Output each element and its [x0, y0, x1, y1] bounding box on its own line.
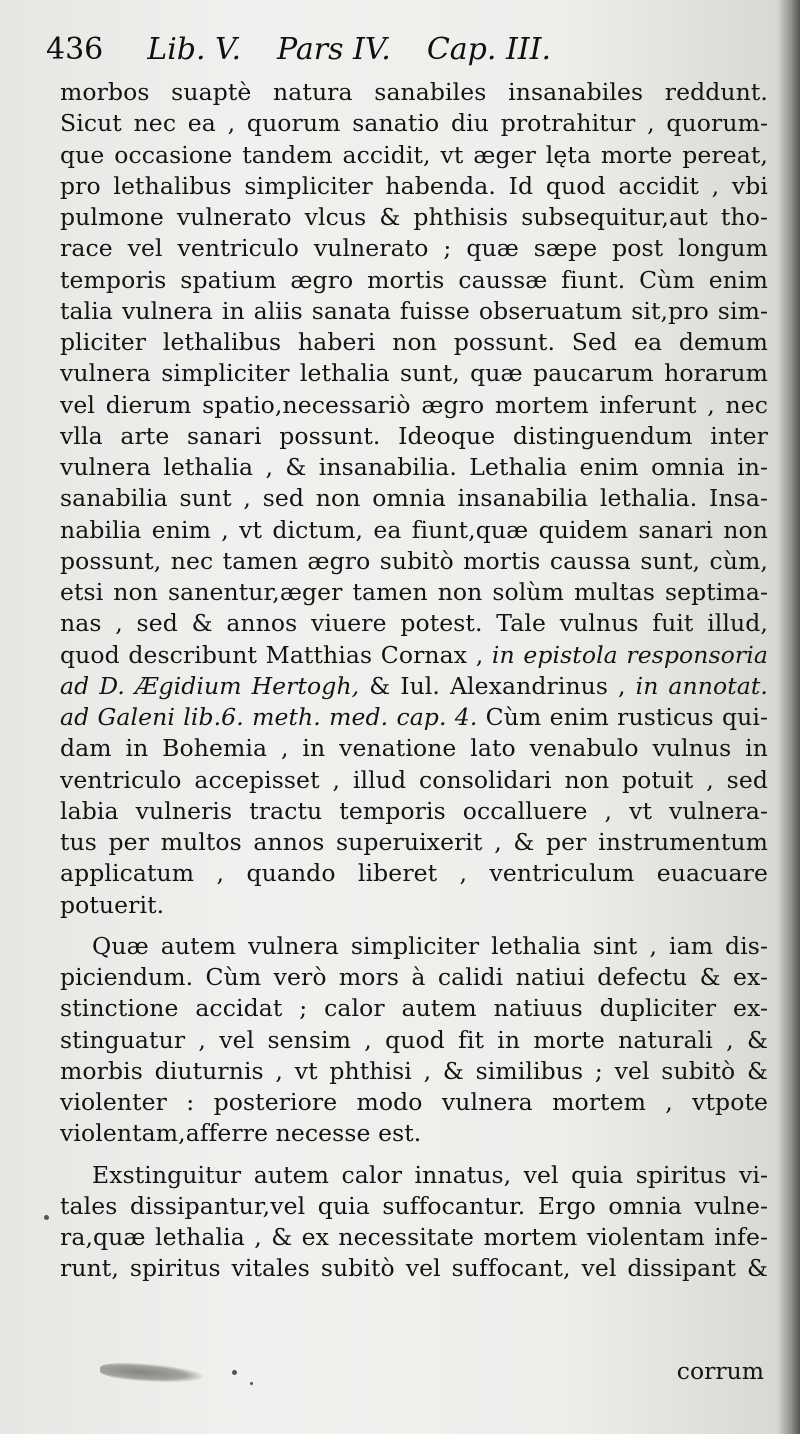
text-line: race vel ventriculo vulnerato ; quæ sæpe post longum [60, 234, 768, 263]
text-line: nas , sed & annos viuere potest. Tale vulnus fuit illud, [60, 609, 768, 638]
text-line-paragraph-end: potuerit. [60, 890, 165, 919]
text-line: tus per multos annos superuixerit , & per instrumentum [60, 828, 768, 856]
text-line: pro lethalibus simpliciter habenda. Id quod accidit , vbi [60, 171, 768, 200]
text-line: morbis diuturnis , vt phthisi , & similibus ; vel subitò & [60, 1056, 768, 1085]
text-line: applicatum , quando liberet , ventriculum euacuare [60, 859, 768, 888]
header-chapter: Cap. III. [426, 32, 552, 67]
running-header [46, 30, 551, 70]
text-line-hertogh [60, 671, 768, 702]
text-line: labia vulneris tractu temporis occalluere , vt vulnera- [60, 796, 768, 825]
text-line: vulnera lethalia , & insanabilia. Lethalia enim omnia in- [60, 453, 768, 481]
ink-speck [44, 1215, 49, 1220]
text-line-paragraph-end: violentam,afferre necesse est. [60, 1119, 422, 1148]
text-segment: quod describunt Matthias Cornax , [60, 640, 492, 669]
text-line: stinctione accidat ; calor autem natiuus dupliciter ex- [60, 994, 768, 1023]
text-line: vulnera simpliciter lethalia sunt, quæ paucarum horarum [60, 359, 768, 388]
text-line: runt, spiritus vitales subitò vel suffocant, vel dissipant & [60, 1254, 768, 1283]
text-line: piciendum. Cùm verò mors à calidi natiui defectu & ex- [60, 963, 768, 991]
text-line: ventriculo accepisset , illud consolidari non potuit , sed [60, 765, 768, 794]
header-part: Pars IV. [277, 32, 391, 67]
text-line: violenter : posteriore modo vulnera mortem , vtpote [60, 1088, 768, 1116]
text-line: vlla arte sanari possunt. Ideoque distinguendum inter [60, 421, 768, 450]
page-gutter-shadow [778, 0, 800, 1434]
text-line: stinguatur , vel sensim , quod fit in morte naturali , & [60, 1025, 768, 1054]
citation-italic: ad Galeni lib.6. meth. med. cap. 4. [60, 703, 478, 731]
page-number: 436 [46, 32, 104, 67]
text-segment: & Iul. Alexandrinus , [359, 671, 636, 700]
citation-italic: in annotat. [635, 671, 768, 700]
text-line: temporis spatium ægro mortis caussæ fiunt. Cùm enim [60, 265, 768, 294]
text-line: etsi non sanentur,æger tamen non solùm multas septima- [60, 578, 768, 606]
body-text [60, 77, 768, 1285]
text-line: sanabilia sunt , sed non omnia insanabilia lethalia. Insa- [60, 484, 768, 513]
text-line: morbos suaptè natura sanabiles insanabiles reddunt. [60, 78, 768, 106]
text-line: talia vulnera in aliis sanata fuisse obseruatum sit,pro sim- [60, 296, 768, 325]
text-line: tales dissipantur,vel quia suffocantur. Ergo omnia vulne- [60, 1191, 768, 1220]
text-line: dam in Bohemia , in venatione lato venabulo vulnus in [60, 734, 768, 763]
text-line: que occasione tandem accidit, vt æger lęta morte pereat, [60, 140, 768, 169]
text-line: pulmone vulnerato vlcus & phthisis subsequitur,aut tho- [60, 203, 768, 231]
text-line: pliciter lethalibus haberi non possunt. Sed ea demum [60, 328, 768, 356]
text-line-galen [60, 702, 768, 733]
paragraph-gap [60, 1150, 768, 1160]
text-line: Sicut nec ea , quorum sanatio diu protrahitur , quorum- [60, 109, 768, 138]
text-line: ra,quæ lethalia , & ex necessitate mortem violentam infe- [60, 1223, 768, 1251]
paragraph-first-line: Exstinguitur autem calor innatus, vel quia spiritus vi- [92, 1160, 768, 1189]
text-line: possunt, nec tamen ægro subitò mortis caussa sunt, cùm, [60, 546, 768, 575]
header-book: Lib. V. [147, 32, 242, 67]
text-line: nabilia enim , vt dictum, ea fiunt,quæ quidem sanari non [60, 515, 768, 544]
text-line: vel dierum spatio,necessariò ægro mortem inferunt , nec [60, 390, 768, 419]
text-line-cornax [60, 640, 768, 671]
ink-speck [250, 1382, 253, 1385]
catchword: corrum [676, 1357, 764, 1385]
text-segment: Cùm enim rusticus qui- [477, 703, 768, 731]
paragraph-gap [60, 921, 768, 931]
citation-italic: in epistola responsoria [491, 640, 768, 669]
ink-speck [232, 1370, 237, 1375]
paragraph-first-line: Quæ autem vulnera simpliciter lethalia sint , iam dis- [92, 931, 768, 960]
citation-italic: ad D. Ægidium Hertogh, [60, 671, 360, 700]
ink-smudge [99, 1360, 204, 1385]
